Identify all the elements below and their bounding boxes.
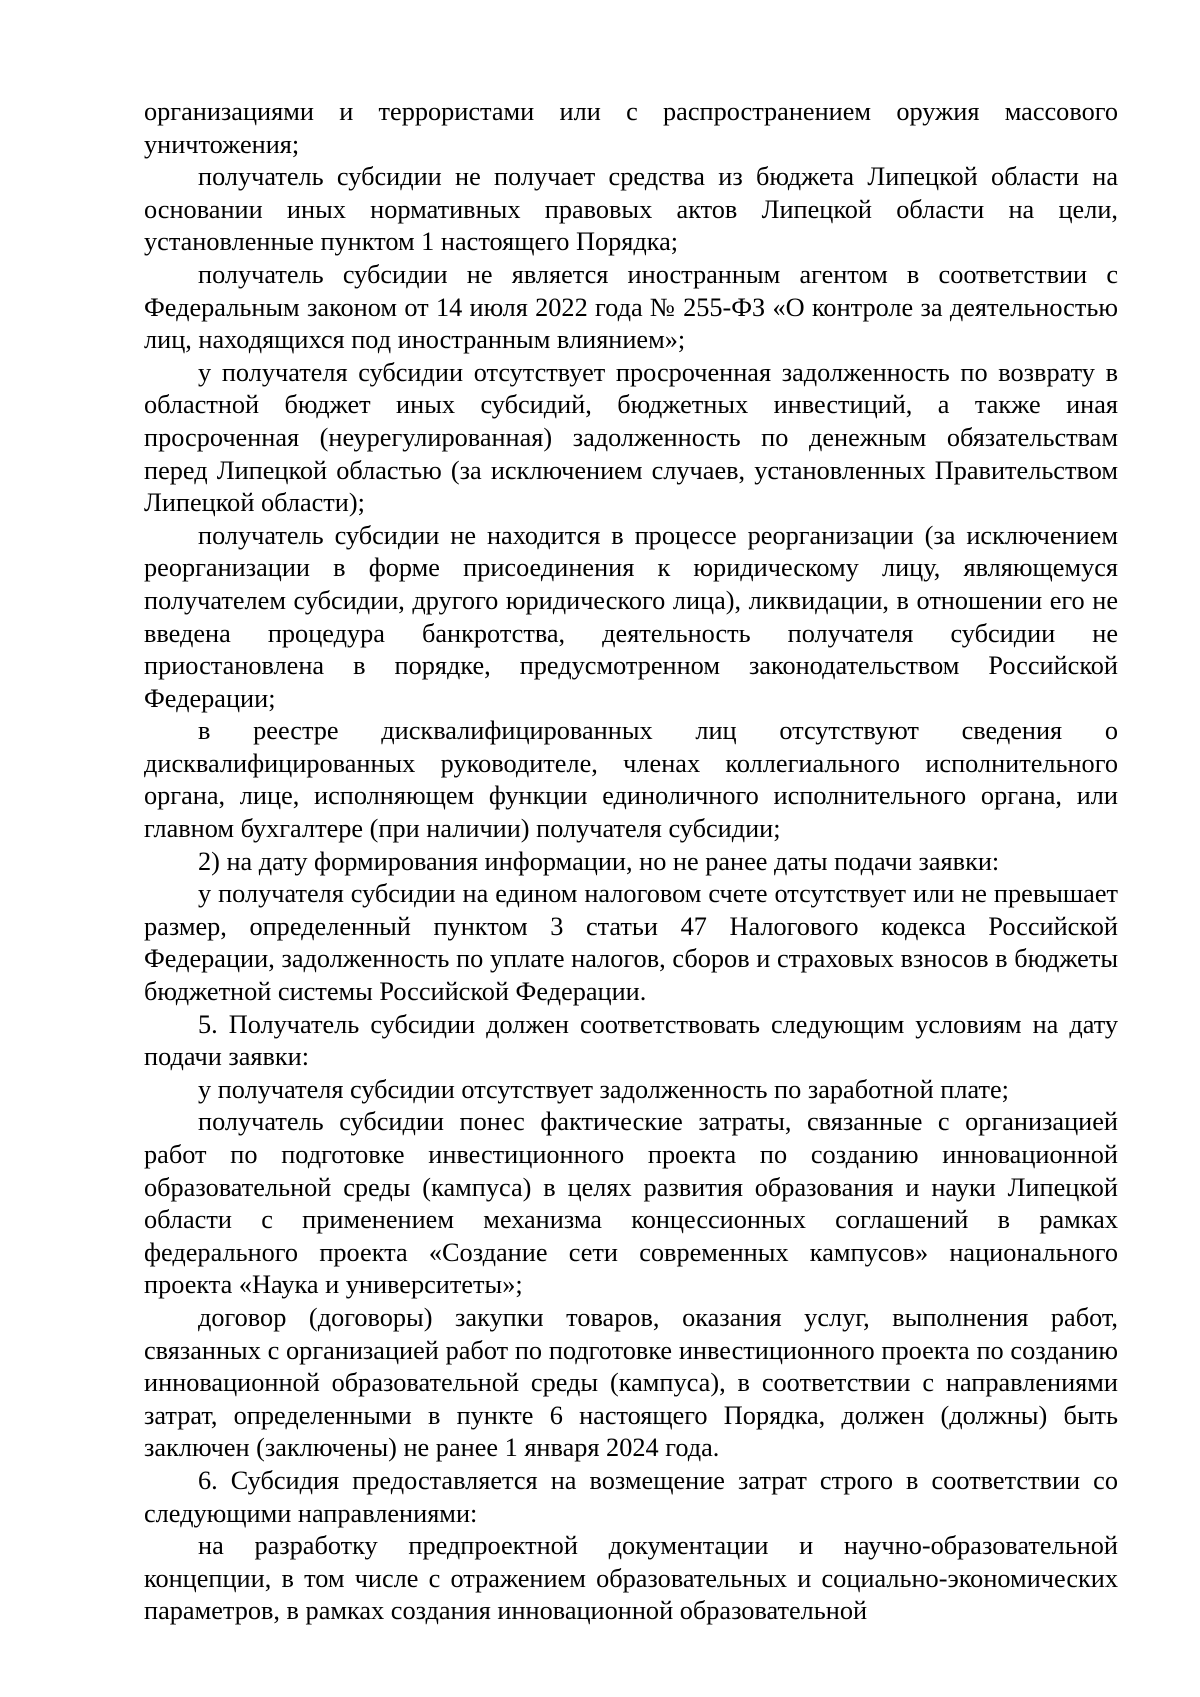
paragraph-section-6: 6. Субсидия предоставляется на возмещение затрат строго в соответствии со следующими направлениями: (144, 1465, 1118, 1528)
paragraph-no-reorganization: получатель субсидии не находится в процессе реорганизации (за исключением реорганизации в форме присоединения к юридическому лицу, являющемуся получателем субсидии, другого юридического лица), ликвидации, в отношении его не введена процедура банкротства, деятельность получателя субсидии не приостановлена в порядке, предусмотренном законодательством Российской Федерации; (144, 520, 1118, 713)
paragraph-actual-costs: получатель субсидии понес фактические затраты, связанные с организацией работ по подготовке инвестиционного проекта по созданию инновационной образовательной среды (кампуса) в целях развития образования и науки Липецкой области с применением механизма концессионных соглашений в рамках федерального проекта «Создание сети современных кампусов» национального проекта «Наука и университеты»; (144, 1107, 1118, 1300)
paragraph-preproject-docs: на разработку предпроектной документации и научно-образовательной концепции, в том числе с отражением образовательных и социально-экономических параметров, в рамках создания инновационной образовательной (144, 1531, 1118, 1626)
paragraph-tax-account: у получателя субсидии на едином налоговом счете отсутствует или не превышает размер, определенный пунктом 3 статьи 47 Налогового кодекса Российской Федерации, задолженность по уплате налогов, сборов и страховых взносов в бюджеты бюджетной системы Российской Федерации. (144, 879, 1118, 1007)
paragraph-disqualified-persons: в реестре дисквалифицированных лиц отсутствуют сведения о дисквалифицированных руководителе, членах коллегиального исполнительного органа, лице, исполняющем функции единоличного исполнительного органа, или главном бухгалтере (при наличии) получателя субсидии; (144, 716, 1118, 844)
paragraph-continuation: организациями и террористами или с распространением оружия массового уничтожения; (144, 97, 1118, 159)
paragraph-no-overdue-debt: у получателя субсидии отсутствует просроченная задолженность по возврату в областной бюджет иных субсидий, бюджетных инвестиций, а также иная просроченная (неурегулированная) задолженность по денежным обязательствам перед Липецкой областью (за исключением случаев, установленных Правительством Липецкой области); (144, 357, 1118, 518)
document-body (144, 96, 1118, 1628)
paragraph-item-2: 2) на дату формирования информации, но не ранее даты подачи заявки: (198, 846, 1000, 876)
paragraph-no-salary-debt: у получателя субсидии отсутствует задолженность по заработной плате; (198, 1074, 1009, 1104)
paragraph-not-foreign-agent: получатель субсидии не является иностранным агентом в соответствии с Федеральным законом от 14 июля 2022 года № 255-ФЗ «О контроле за деятельностью лиц, находящихся под иностранным влиянием»; (144, 259, 1118, 355)
paragraph-procurement-contract: договор (договоры) закупки товаров, оказания услуг, выполнения работ, связанных с организацией работ по подготовке инвестиционного проекта по созданию инновационной образовательной среды (кампуса), в соответствии с направлениями затрат, определенными в пункте 6 настоящего Порядка, должен (должны) быть заключен (заключены) не ранее 1 января 2024 года. (144, 1302, 1118, 1463)
paragraph-no-budget-funds: получатель субсидии не получает средства из бюджета Липецкой области на основании иных нормативных правовых актов Липецкой области на цели, установленные пунктом 1 настоящего Порядка; (144, 162, 1118, 257)
paragraph-section-5: 5. Получатель субсидии должен соответствовать следующим условиям на дату подачи заявки: (144, 1009, 1118, 1072)
